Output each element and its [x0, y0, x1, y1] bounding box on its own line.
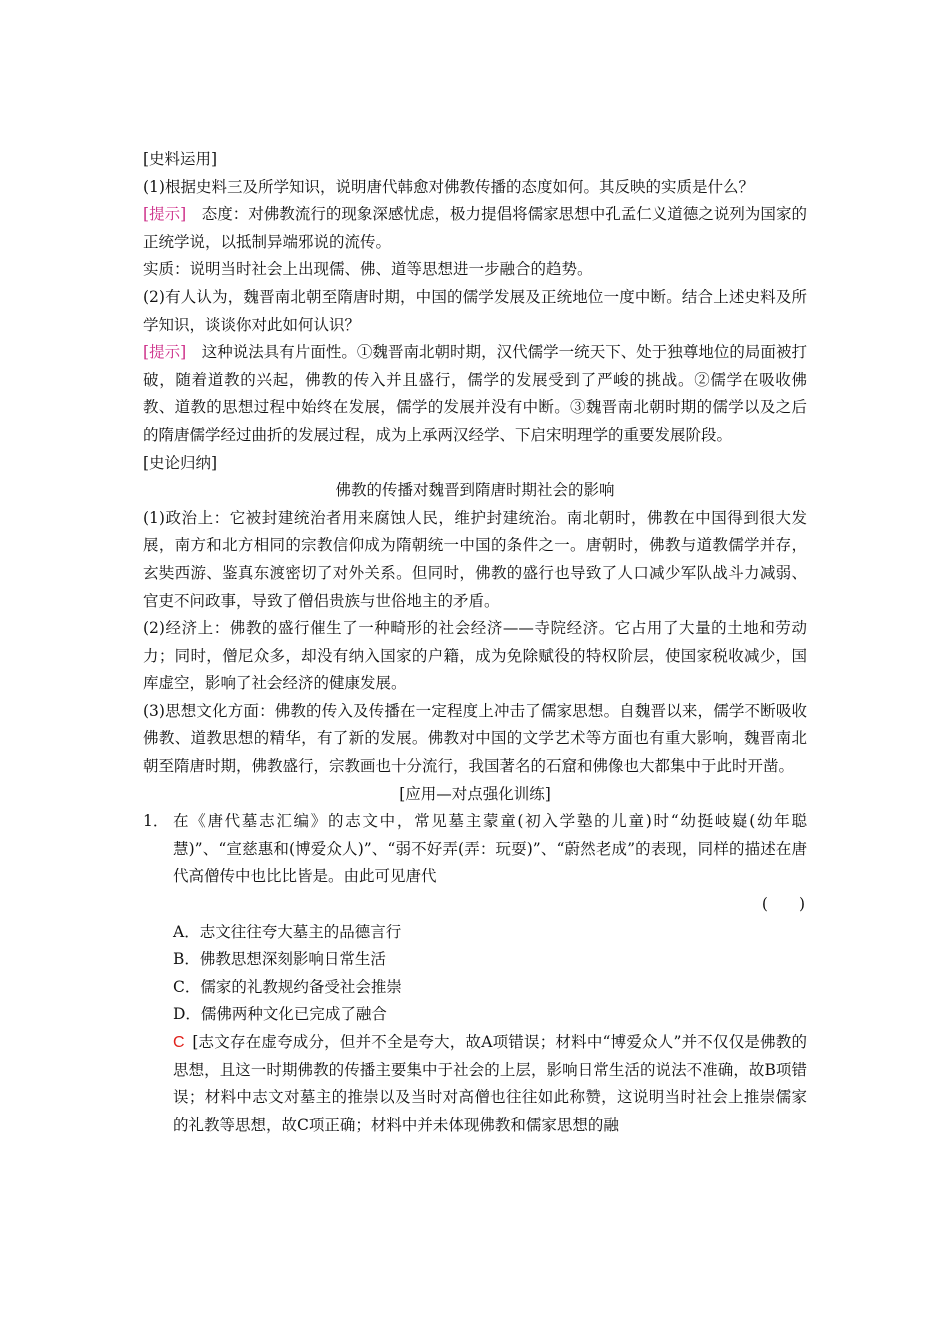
- section-heading-shilun: [史论归纳]: [143, 453, 218, 472]
- option-a: A．志文往往夸大墓主的品德言行: [173, 922, 402, 941]
- question-1-text: (1)根据史料三及所学知识，说明唐代韩愈对佛教传播的态度如何。其反映的实质是什么？: [143, 177, 754, 196]
- explanation-text: [志文存在虚夸成分，但并不全是夸大，故A项错误；材料中“博爱众人”并不仅仅是佛教的思想，且这一时期佛教的传播主要集中于社会的上层，影响日常生活的说法不准确，故B项错误；材料中志文对墓主的推崇以及当时对高僧也往往如此称赞，这说明当时社会上推崇儒家的礼教等思想，故C项正确；材料中并未体现佛教和儒家思想的融: [173, 1033, 807, 1134]
- tip-label: [提示]: [143, 205, 187, 224]
- section-heading-yingyong: [应用—对点强化训练]: [399, 784, 551, 803]
- question-stem: 在《唐代墓志汇编》的志文中，常见墓主蒙童(初入学塾的儿童)时“幼挺岐嶷(幼年聪慧)”、“宣慈惠和(博爱众人)”、“弱不好弄(弄：玩耍)”、“蔚然老成”的表现，同样的描述在唐代高僧传中也比比皆是。由此可见唐代: [173, 812, 807, 886]
- summary-cultural: (3)思想文化方面：佛教的传入及传播在一定程度上冲击了儒家思想。自魏晋以来，儒学不断吸收佛教、道教思想的精华，有了新的发展。佛教对中国的文学艺术等方面也有重大影响，魏晋南北朝至隋唐时期，佛教盛行，宗教画也十分流行，我国著名的石窟和佛像也大都集中于此时开凿。: [143, 701, 807, 776]
- question-number: 1．: [143, 812, 169, 831]
- question-2-answer: [143, 339, 807, 449]
- question-2-answer-text: 这种说法具有片面性。①魏晋南北朝时期，汉代儒学一统天下、处于独尊地位的局面被打破，随着道教的兴起，佛教的传入并且盛行，儒学的发展受到了严峻的挑战。②儒学在吸收佛教、道教的思想过程中始终在发展，儒学的发展并没有中断。③魏晋南北朝时期的儒学以及之后的隋唐儒学经过曲折的发展过程，成为上承两汉经学、下启宋明理学的重要发展阶段。: [143, 343, 807, 444]
- answer-explanation: [143, 1029, 807, 1139]
- question-1-essence: 实质：说明当时社会上出现儒、佛、道等思想进一步融合的趋势。: [143, 260, 593, 279]
- tip-label: [提示]: [143, 343, 187, 362]
- summary-political: (1)政治上：它被封建统治者用来腐蚀人民，维护封建统治。南北朝时，佛教在中国得到很大发展，南方和北方相同的宗教信仰成为隋朝统一中国的条件之一。唐朝时，佛教与道教儒学并存，玄奘西游、鉴真东渡密切了对外关系。但同时，佛教的盛行也导致了人口减少军队战斗力减弱、官吏不问政事，导致了僧侣贵族与世俗地主的矛盾。: [143, 508, 807, 610]
- option-c: C．儒家的礼教规约备受社会推崇: [173, 977, 402, 996]
- document-body: [143, 146, 807, 1139]
- summary-title: 佛教的传播对魏晋到隋唐时期社会的影响: [335, 481, 615, 500]
- question-2-text: (2)有人认为，魏晋南北朝至隋唐时期，中国的儒学发展及正统地位一度中断。结合上述史料及所学知识，谈谈你对此如何认识？: [143, 287, 807, 334]
- option-d: D．儒佛两种文化已完成了融合: [173, 1005, 387, 1024]
- exercise-question-1: [143, 808, 807, 891]
- option-b: B．佛教思想深刻影响日常生活: [173, 950, 386, 969]
- answer-blank: ( ): [761, 895, 805, 914]
- summary-economic: (2)经济上：佛教的盛行催生了一种畸形的社会经济——寺院经济。它占用了大量的土地和劳动力；同时，僧尼众多，却没有纳入国家的户籍，成为免除赋役的特权阶层，使国家税收减少，国库虚空，影响了社会经济的健康发展。: [143, 619, 807, 693]
- question-1-answer-text: 态度：对佛教流行的现象深感忧虑，极力提倡将儒家思想中孔孟仁义道德之说列为国家的正统学说，以抵制异端邪说的流传。: [143, 205, 807, 251]
- answer-letter: C: [173, 1034, 185, 1051]
- question-1-answer: [143, 201, 807, 256]
- section-heading-shiliao: [史料运用]: [143, 150, 218, 168]
